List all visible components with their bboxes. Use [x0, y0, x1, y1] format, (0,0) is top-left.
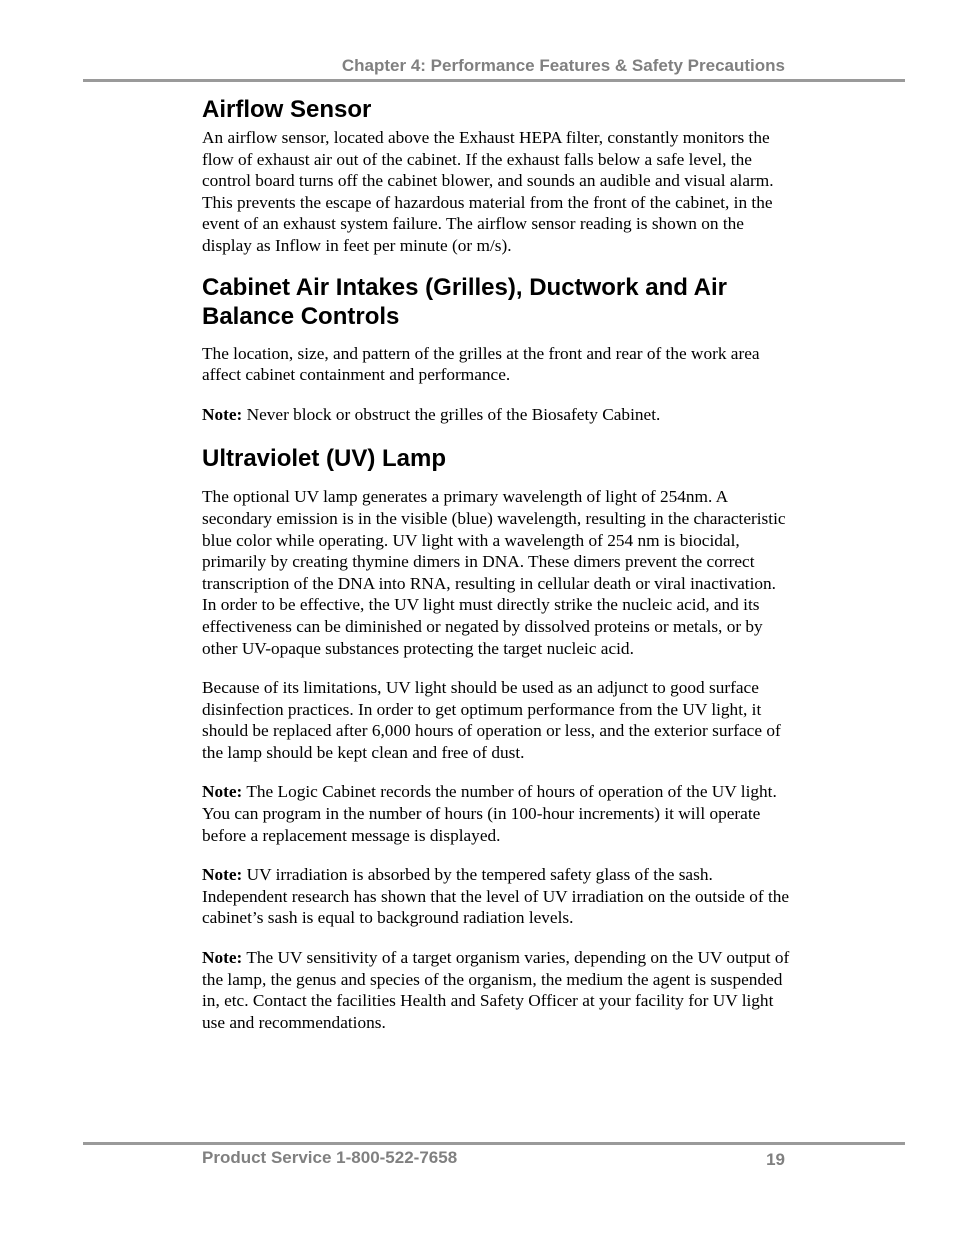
footer-rule	[83, 1142, 905, 1145]
paragraph-cabinet-air-intakes: The location, size, and pattern of the grilles at the front and rear of the work area affect cabinet containment and performance.	[202, 343, 760, 385]
note-uv-sash-glass	[202, 864, 792, 929]
note-label: Note:	[202, 865, 243, 885]
note-label: Note:	[202, 404, 243, 424]
note-uv-hours	[202, 781, 792, 846]
paragraph-airflow-sensor: An airflow sensor, located above the Exhaust HEPA filter, constantly monitors the flow of exhaust air out of the cabinet. If the exhaust falls below a safe level, the control board turns off the cabinet blower, and sounds an audible and visual alarm. This prevents the escape of hazardous material from the front of the cabinet, in the event of an exhaust system failure. The airflow sensor reading is shown on the display as Inflow in feet per minute (or m/s).	[202, 128, 774, 255]
running-header: Chapter 4: Performance Features & Safety Precautions	[341, 56, 785, 75]
note-grilles	[202, 404, 792, 426]
header-rule	[83, 79, 905, 82]
paragraph-uv-lamp-2: Because of its limitations, UV light should be used as an adjunct to good surface disinfection practices. In order to get optimum performance from the UV light, it should be replaced after 6,000 hours of operation or less, and the exterior surface of the lamp should be kept clean and free of dust.	[202, 678, 781, 762]
footer-service-phone: Product Service 1-800-522-7658	[202, 1148, 458, 1167]
note-text: The UV sensitivity of a target organism varies, depending on the UV output of the lamp, the genus and species of the organism, the medium the agent is suspended in, etc. Contact the facilities Health and Safety Officer at your facility for UV light use and recommendations.	[202, 948, 790, 1032]
note-label: Note:	[202, 782, 243, 802]
page-content	[202, 95, 792, 1033]
note-text: The Logic Cabinet records the number of hours of operation of the UV light. You can program in the number of hours (in 100-hour increments) it will operate before a replacement message is displayed.	[202, 782, 777, 845]
note-label: Note:	[202, 948, 243, 968]
note-uv-sensitivity	[202, 947, 792, 1033]
section-heading-airflow-sensor: Airflow Sensor	[202, 96, 372, 123]
note-text: Never block or obstruct the grilles of the Biosafety Cabinet.	[242, 404, 661, 424]
section-heading-uv-lamp: Ultraviolet (UV) Lamp	[202, 445, 447, 473]
paragraph-uv-lamp-1: The optional UV lamp generates a primary wavelength of light of 254nm. A secondary emission is in the visible (blue) wavelength, resulting in the characteristic blue color while operating. UV light with a wavelength of 254 nm is biocidal, primarily by creating thymine dimers in DNA. These dimers prevent the correct transcription of the DNA into RNA, resulting in cellular death or viral inactivation. In order to be effective, the UV light must directly strike the nucleic acid, and its effectiveness can be diminished or negated by dissolved proteins or metals, or by other UV-opaque substances protecting the target nucleic acid.	[202, 487, 786, 658]
note-text: UV irradiation is absorbed by the tempered safety glass of the sash. Independent research has shown that the level of UV irradiation on the outside of the cabinet’s sash is equal to background radiation levels.	[202, 865, 790, 928]
section-heading-cabinet-air-intakes: Cabinet Air Intakes (Grilles), Ductwork and Air Balance Controls	[202, 273, 727, 330]
page-number: 19	[766, 1150, 785, 1169]
